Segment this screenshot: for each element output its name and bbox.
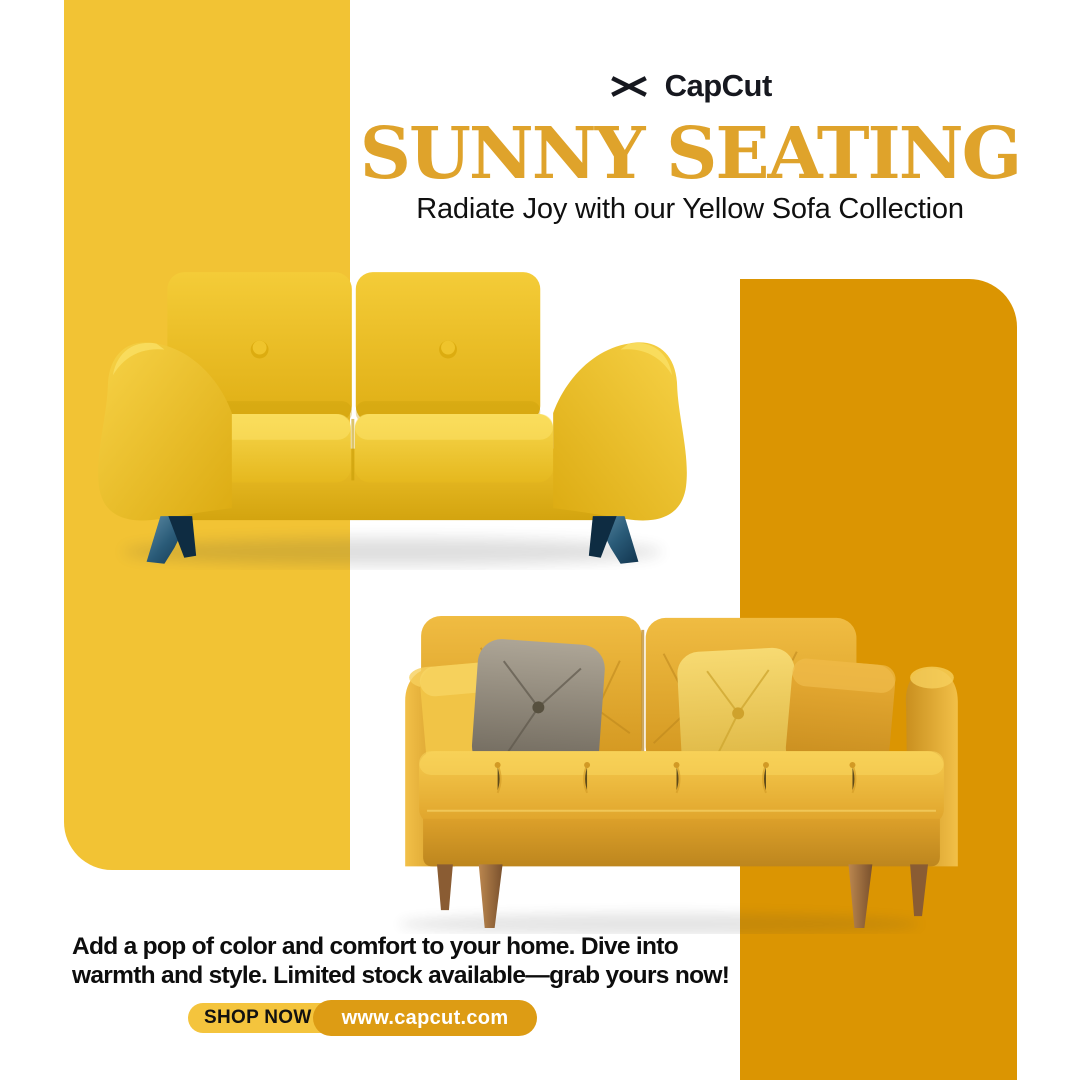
brand-name: CapCut	[664, 68, 772, 103]
capcut-logo-icon	[608, 73, 650, 100]
website-label: www.capcut.com	[341, 1006, 509, 1029]
body-line-2: warmth and style. Limited stock available—grab yours now!	[72, 962, 730, 990]
subheadline: Radiate Joy with our Yellow Sofa Collection	[416, 193, 964, 225]
headline: SUNNY SEATING	[359, 111, 1021, 195]
website-button[interactable]	[313, 1000, 537, 1036]
sofa-bottom-image	[393, 606, 970, 934]
body-line-1: Add a pop of color and comfort to your home. Dive into	[72, 933, 679, 960]
brand-logo	[340, 68, 1040, 104]
sofa-top-image	[95, 252, 690, 570]
body-copy	[72, 932, 729, 991]
shop-now-label: SHOP NOW	[204, 1007, 312, 1028]
